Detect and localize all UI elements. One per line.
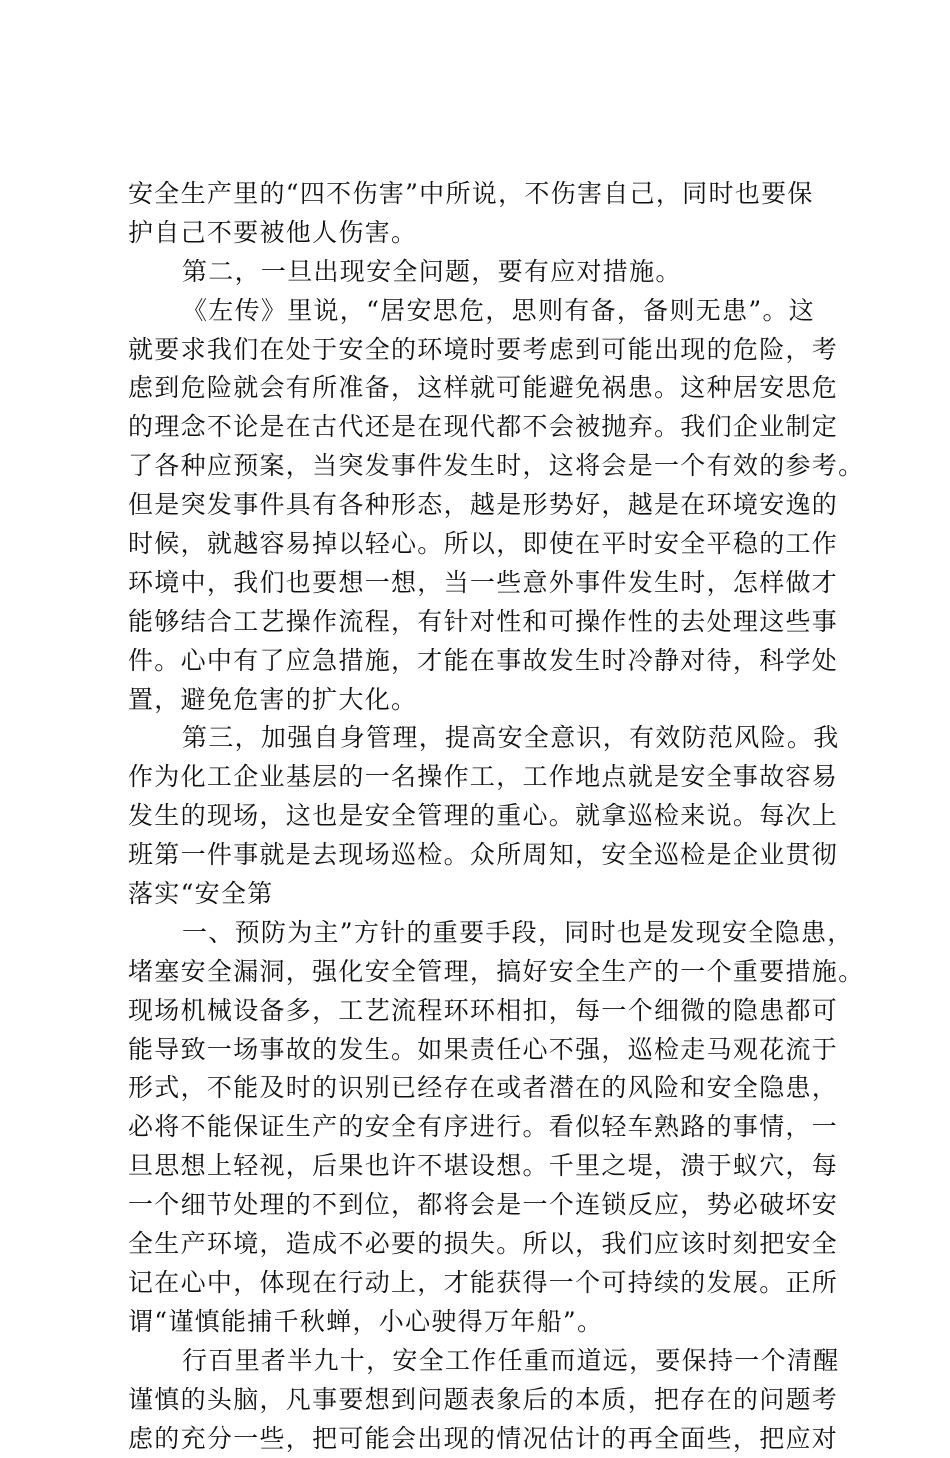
text-line: 时候，就越容易掉以轻心。所以，即使在平时安全平稳的工作: [128, 525, 836, 564]
text-line: 了各种应预案，当突发事件发生时，这将会是一个有效的参考。: [128, 447, 836, 486]
text-line: 发生的现场，这也是安全管理的重心。就拿巡检来说。每次上: [128, 797, 836, 836]
text-line: 落实“安全第: [128, 875, 836, 914]
text-line: 的理念不论是在古代还是在现代都不会被抛弃。我们企业制定: [128, 408, 836, 447]
text-line: 护自己不要被他人伤害。: [128, 214, 836, 253]
text-line: 《左传》里说，“居安思危，思则有备，备则无患”。这: [128, 292, 836, 331]
text-line: 记在心中，体现在行动上，才能获得一个可持续的发展。正所: [128, 1264, 836, 1303]
text-line: 必将不能保证生产的安全有序进行。看似轻车熟路的事情，一: [128, 1108, 836, 1147]
text-line: 虑的充分一些，把可能会出现的情况估计的再全面些，把应对: [128, 1420, 836, 1458]
text-line: 行百里者半九十，安全工作任重而道远，要保持一个清醒: [128, 1342, 836, 1381]
text-line: 班第一件事就是去现场巡检。众所周知，安全巡检是企业贯彻: [128, 836, 836, 875]
text-line: 第三，加强自身管理，提高安全意识，有效防范风险。我: [128, 719, 836, 758]
text-line: 谓“谨慎能捕千秋蝉，小心驶得万年船”。: [128, 1303, 836, 1342]
text-line: 环境中，我们也要想一想，当一些意外事件发生时，怎样做才: [128, 564, 836, 603]
text-line: 就要求我们在处于安全的环境时要考虑到可能出现的危险，考: [128, 331, 836, 370]
text-line: 但是突发事件具有各种形态，越是形势好，越是在环境安逸的: [128, 486, 836, 525]
text-line: 虑到危险就会有所准备，这样就可能避免祸患。这种居安思危: [128, 369, 836, 408]
text-line: 第二，一旦出现安全问题，要有应对措施。: [128, 253, 836, 292]
text-line: 堵塞安全漏洞，强化安全管理，搞好安全生产的一个重要措施。: [128, 953, 836, 992]
text-line: 安全生产里的“四不伤害”中所说，不伤害自己，同时也要保: [128, 175, 836, 214]
text-line: 形式，不能及时的识别已经存在或者潜在的风险和安全隐患，: [128, 1069, 836, 1108]
text-line: 一、预防为主”方针的重要手段，同时也是发现安全隐患，: [128, 914, 836, 953]
text-line: 能够结合工艺操作流程，有针对性和可操作性的去处理这些事: [128, 603, 836, 642]
text-line: 一个细节处理的不到位，都将会是一个连锁反应，势必破坏安: [128, 1186, 836, 1225]
text-line: 全生产环境，造成不必要的损失。所以，我们应该时刻把安全: [128, 1225, 836, 1264]
text-line: 件。心中有了应急措施，才能在事故发生时冷静对待，科学处: [128, 642, 836, 681]
text-line: 置，避免危害的扩大化。: [128, 681, 836, 720]
text-line: 现场机械设备多，工艺流程环环相扣，每一个细微的隐患都可: [128, 992, 836, 1031]
text-line: 谨慎的头脑，凡事要想到问题表象后的本质，把存在的问题考: [128, 1381, 836, 1420]
text-line: 作为化工企业基层的一名操作工，工作地点就是安全事故容易: [128, 758, 836, 797]
text-line: 旦思想上轻视，后果也许不堪设想。千里之堤，溃于蚁穴，每: [128, 1147, 836, 1186]
text-line: 能导致一场事故的发生。如果责任心不强，巡检走马观花流于: [128, 1031, 836, 1070]
document-body: [128, 175, 836, 1458]
